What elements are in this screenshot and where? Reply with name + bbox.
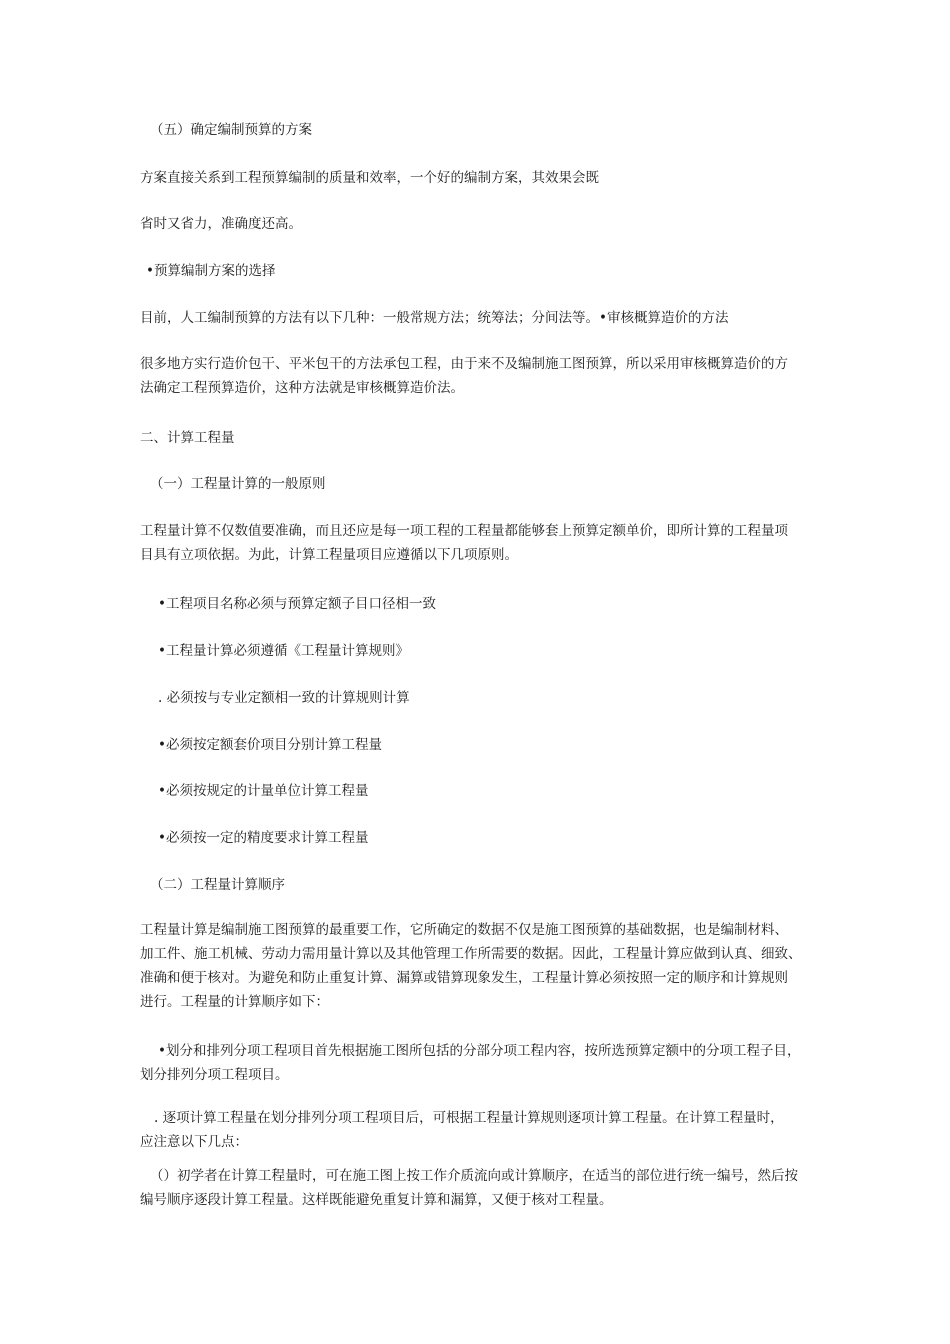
- text-line: •预算编制方案的选择: [146, 263, 276, 279]
- bullet-item: [158, 826, 848, 850]
- text-line: . 必须按与专业定额相一致的计算规则计算: [158, 690, 410, 706]
- text-line: •工程量计算必须遵循《工程量计算规则》: [158, 643, 409, 659]
- section-heading: [140, 426, 830, 450]
- text-line: •必须按一定的精度要求计算工程量: [158, 830, 369, 846]
- bullet-item: [158, 733, 848, 757]
- text-line: （）初学者在计算工程量时，可在施工图上按工作介质流向或计算顺序，在适当的部位进行统一编号，然后按: [150, 1168, 798, 1184]
- text-line: . 逐项计算工程量在划分排列分项工程项目后，可根据工程量计算规则逐项计算工程量。在计算工程量时，: [154, 1110, 784, 1126]
- text-line: •必须按定额套价项目分别计算工程量: [158, 737, 382, 753]
- bullet-item: [146, 259, 836, 283]
- text-line: 目前，人工编制预算的方法有以下几种：一般常规方法；统筹法；分间法等。•审核概算造价的方法: [140, 310, 729, 326]
- text-line: •划分和排列分项工程项目首先根据施工图所包括的分部分项工程内容，按所选预算定额中的分项工程子目，: [158, 1043, 801, 1059]
- sub-heading: [150, 472, 840, 496]
- text-line: •工程项目名称必须与预算定额子目口径相一致: [158, 596, 436, 612]
- text-line: •必须按规定的计量单位计算工程量: [158, 783, 369, 799]
- paragraph: [140, 166, 830, 190]
- bullet-item: [140, 1039, 830, 1087]
- heading-budget-plan: [150, 118, 840, 142]
- text-line: 编号顺序逐段计算工程量。这样既能避免重复计算和漏算，又便于核对工程量。: [140, 1192, 613, 1208]
- text-line: 法确定工程预算造价，这种方法就是审核概算造价法。: [140, 380, 464, 396]
- bullet-item: [158, 592, 848, 616]
- text-line: 加工件、施工机械、劳动力需用量计算以及其他管理工作所需要的数据。因此，工程量计算应做到认真、细致、: [140, 946, 802, 962]
- bullet-item: [158, 686, 848, 710]
- text-line: 工程量计算不仅数值要准确，而且还应是每一项工程的工程量都能够套上预算定额单价，即所计算的工程量项: [140, 523, 788, 539]
- text-line: 省时又省力，准确度还高。: [140, 216, 302, 232]
- text-line: 方案直接关系到工程预算编制的质量和效率，一个好的编制方案，其效果会既: [140, 170, 599, 186]
- text-line: 目具有立项依据。为此，计算工程量项目应遵循以下几项原则。: [140, 547, 518, 563]
- text-line: 划分排列分项工程项目。: [140, 1067, 289, 1083]
- paragraph: [140, 352, 830, 400]
- text-line: 进行。工程量的计算顺序如下：: [140, 994, 329, 1010]
- paragraph: [140, 918, 830, 1014]
- paragraph: [140, 306, 830, 330]
- text-line: （五）确定编制预算的方案: [150, 122, 312, 138]
- bullet-item: [158, 779, 848, 803]
- paragraph: [140, 519, 830, 567]
- paragraph: [140, 212, 830, 236]
- text-line: 很多地方实行造价包干、平米包干的方法承包工程，由于来不及编制施工图预算，所以采用审核概算造价的方: [140, 356, 788, 372]
- text-line: 准确和便于核对。为避免和防止重复计算、漏算或错算现象发生，工程量计算必须按照一定的顺序和计算规则: [140, 970, 788, 986]
- sub-heading: [150, 873, 840, 897]
- text-line: 应注意以下几点：: [140, 1134, 248, 1150]
- text-line: （一）工程量计算的一般原则: [150, 476, 326, 492]
- text-line: （二）工程量计算顺序: [150, 877, 285, 893]
- text-line: 二、计算工程量: [140, 430, 235, 446]
- text-line: 工程量计算是编制施工图预算的最重要工作，它所确定的数据不仅是施工图预算的基础数据，也是编制材料、: [140, 922, 788, 938]
- bullet-item: [158, 639, 848, 663]
- numbered-item: [140, 1164, 830, 1212]
- bullet-item: [140, 1106, 830, 1154]
